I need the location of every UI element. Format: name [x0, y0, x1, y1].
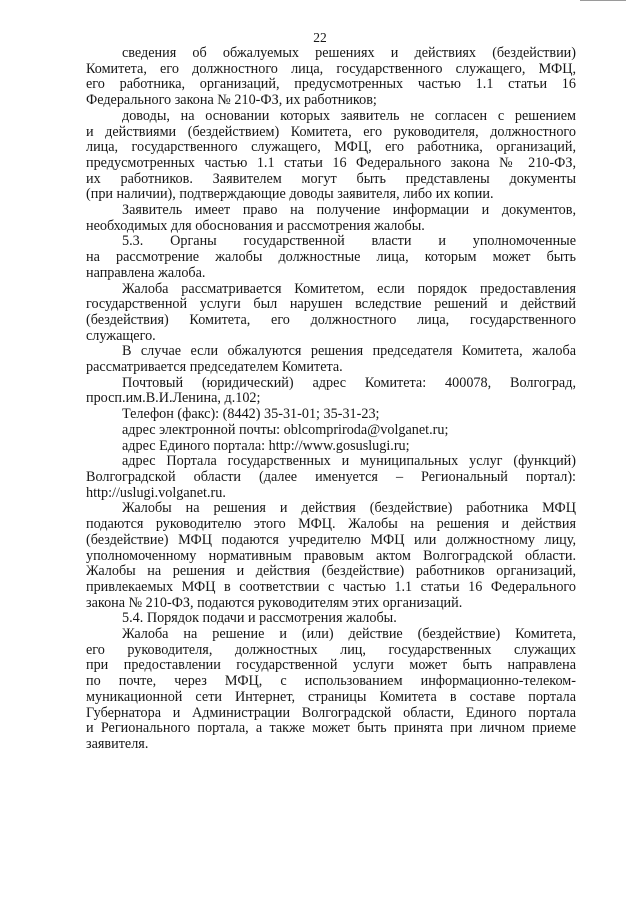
text-line: и действиями (бездействием) Комитета, его руководителя, должностного	[86, 123, 576, 140]
text-line: Волгоградской области (далее именуется – Региональный портал):	[86, 468, 576, 485]
text-line: необходимых для обоснования и рассмотрения жалобы.	[86, 217, 425, 234]
text-line: адрес Единого портала: http://www.gosuslugi.ru;	[122, 437, 410, 454]
paragraph	[86, 423, 576, 439]
paragraph	[86, 282, 576, 345]
paragraph	[86, 344, 576, 375]
text-line: Губернатора и Администрации Волгоградской области, Единого портала	[86, 704, 576, 721]
text-line: Почтовый (юридический) адрес Комитета: 400078, Волгоград,	[122, 374, 576, 391]
scan-edge-mark	[580, 0, 626, 1]
text-line: адрес электронной почты: oblcompriroda@volganet.ru;	[122, 421, 449, 438]
text-line: предусмотренных частью 1.1 статьи 16 Федерального закона № 210-ФЗ,	[86, 154, 576, 171]
paragraph	[86, 454, 576, 501]
text-line: адрес Портала государственных и муниципальных услуг (функций)	[122, 453, 576, 470]
paragraph	[86, 407, 576, 423]
text-line: (при наличии), подтверждающие доводы заявителя, либо их копии.	[86, 186, 494, 203]
page-number: 22	[313, 30, 327, 45]
text-line: рассматривается председателем Комитета.	[86, 359, 343, 376]
text-line: лица, государственного служащего, МФЦ, его работника, организаций,	[86, 139, 576, 156]
text-line: муникационной сети Интернет, страницы Комитета в составе портала	[86, 688, 576, 705]
text-line: сведения об обжалуемых решениях и действиях (бездействии)	[122, 45, 576, 61]
paragraph	[86, 627, 576, 753]
text-line: их работников. Заявителем могут быть представлены документы	[86, 170, 576, 187]
text-line: Федерального закона № 210-ФЗ, их работников;	[86, 92, 377, 109]
paragraph	[86, 46, 576, 109]
paragraph	[86, 439, 576, 455]
text-line: подаются руководителю этого МФЦ. Жалобы на решения и действия	[86, 516, 576, 533]
paragraph	[86, 501, 576, 611]
paragraph	[86, 376, 576, 407]
text-line: государственной услуги был нарушен вследствие решений и действий	[86, 296, 576, 313]
text-line: Заявитель имеет право на получение информации и документов,	[122, 202, 576, 219]
text-line: на рассмотрение жалобы должностные лица, которым может быть	[86, 249, 576, 266]
text-line: (бездействия) Комитета, его должностного лица, государственного	[86, 311, 576, 328]
text-line: и Регионального портала, а также может быть принята при личном приеме	[86, 720, 576, 737]
text-line: Телефон (факс): (8442) 35-31-01; 35-31-23;	[122, 406, 380, 423]
text-line: Жалобы на решения и действия (бездействие) работника МФЦ	[122, 500, 576, 517]
text-line: закона № 210-ФЗ, подаются руководителям этих организаций.	[86, 594, 463, 611]
paragraph	[86, 611, 576, 627]
text-line: (бездействие) МФЦ подаются учредителю МФЦ или должностному лицу,	[86, 531, 576, 548]
text-line: Комитета, его должностного лица, государственного служащего, МФЦ,	[86, 60, 576, 77]
text-line: доводы, на основании которых заявитель не согласен с решением	[122, 107, 576, 124]
text-line: 5.4. Порядок подачи и рассмотрения жалобы.	[122, 610, 397, 627]
text-line: по почте, через МФЦ, с использованием информационно-телеком-	[86, 673, 576, 690]
text-line: http://uslugi.volganet.ru.	[86, 484, 226, 501]
text-line: его работника, организаций, предусмотренных частью 1.1 статьи 16	[86, 76, 576, 93]
text-line: Жалоба рассматривается Комитетом, если порядок предоставления	[122, 280, 576, 297]
text-line: при предоставлении государственной услуги может быть направлена	[86, 657, 576, 674]
text-line: привлекаемых МФЦ в соответствии с частью 1.1 статьи 16 Федерального	[86, 578, 576, 595]
text-line: Жалоба на решение и (или) действие (бездействие) Комитета,	[122, 626, 576, 643]
paragraph	[86, 109, 576, 203]
text-line: служащего.	[86, 327, 156, 344]
paragraph	[86, 234, 576, 281]
text-line: его руководителя, должностных лиц, государственных служащих	[86, 641, 576, 658]
text-line: Жалобы на решения и действия (бездействие) работников организаций,	[86, 563, 576, 580]
text-line: уполномоченному нормативным правовым актом Волгоградской области.	[86, 547, 576, 564]
document-body	[86, 46, 576, 753]
text-line: 5.3. Органы государственной власти и уполномоченные	[122, 233, 576, 250]
text-line: просп.им.В.И.Ленина, д.102;	[86, 390, 261, 407]
paragraph	[86, 203, 576, 234]
text-line: заявителя.	[86, 735, 149, 752]
text-line: В случае если обжалуются решения председателя Комитета, жалоба	[122, 343, 576, 360]
text-line: направлена жалоба.	[86, 264, 206, 281]
